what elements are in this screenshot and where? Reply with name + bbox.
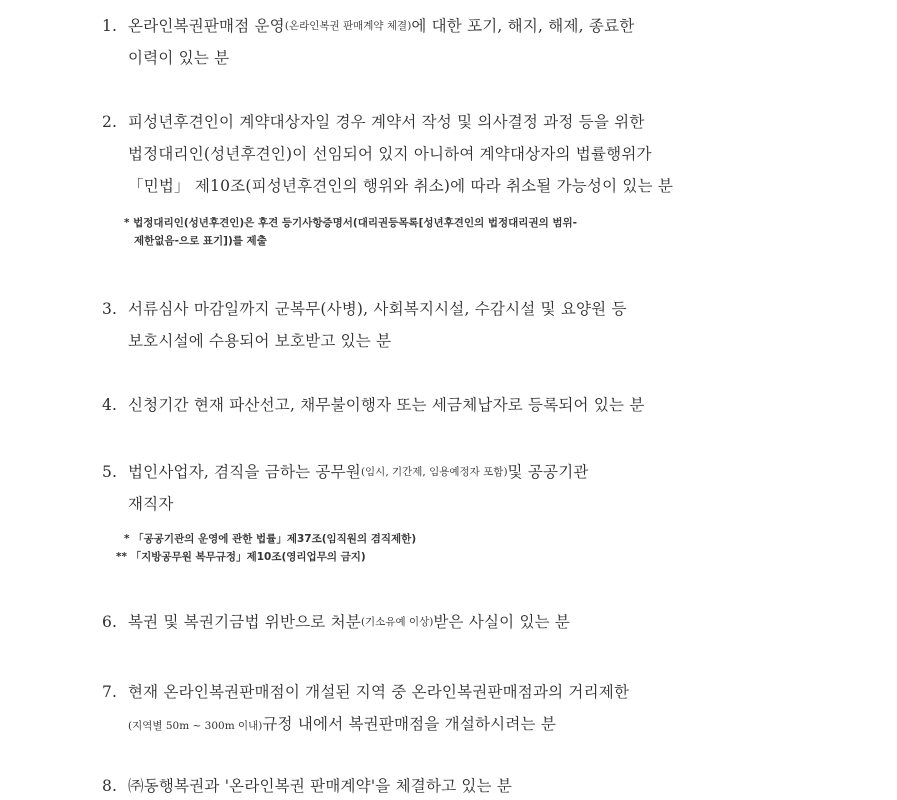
item-text xyxy=(128,676,822,708)
item-number: 1. xyxy=(102,17,118,35)
list-item xyxy=(102,676,822,740)
item-text-segment: 에 대한 포기, 해지, 해제, 종료한 xyxy=(411,17,635,35)
item-line xyxy=(102,42,822,74)
list-item xyxy=(102,389,822,421)
item-number: 8. xyxy=(102,777,118,795)
item-text-segment: 복권 및 복권기금법 위반으로 처분 xyxy=(128,613,361,631)
footnote: * 「공공기관의 운영에 관한 법률」제37조(임직원의 겸직제한) xyxy=(124,533,417,545)
item-line xyxy=(102,325,822,357)
item-text xyxy=(128,389,822,421)
item-text xyxy=(128,456,822,488)
item-number: 7. xyxy=(102,683,118,701)
item-number: 2. xyxy=(102,113,118,131)
item-text-segment: 피성년후견인이 계약대상자일 경우 계약서 작성 및 의사결정 과정 등을 위한 xyxy=(128,113,645,131)
item-line xyxy=(102,770,822,800)
list-item xyxy=(102,606,822,638)
item-text-segment: 규정 내에서 복권판매점을 개설하시려는 분 xyxy=(262,715,556,733)
item-text-segment: 서류심사 마감일까지 군복무(사병), 사회복지시설, 수감시설 및 요양원 등 xyxy=(128,300,627,318)
footnote: 제한없음-으로 표기])를 제출 xyxy=(134,235,267,247)
item-text-segment: 법정대리인(성년후견인)이 선임되어 있지 아니하여 계약대상자의 법률행위가 xyxy=(128,145,652,163)
item-text xyxy=(128,293,822,325)
item-text-segment: 「민법」 제10조(피성년후견인의 행위와 취소)에 따라 취소될 가능성이 있는 분 xyxy=(128,177,674,195)
item-text-segment: 받은 사실이 있는 분 xyxy=(433,613,571,631)
item-text-segment: ㈜동행복권과 '온라인복권 판매계약'을 체결하고 있는 분 xyxy=(128,777,513,795)
footnote: ** 「지방공무원 복무규정」제10조(영리업무의 금지) xyxy=(116,551,366,563)
item-text-small: (기소유예 이상) xyxy=(360,616,434,628)
item-text-small: (지역별 50m ~ 300m 이내) xyxy=(128,720,263,732)
item-line xyxy=(102,170,822,202)
item-line xyxy=(102,389,822,421)
item-text xyxy=(128,106,822,138)
item-number: 5. xyxy=(102,463,118,481)
item-line xyxy=(102,10,822,42)
list-item xyxy=(102,293,822,357)
item-text xyxy=(128,606,822,638)
item-line xyxy=(102,106,822,138)
item-text-segment: 이력이 있는 분 xyxy=(128,49,230,67)
item-line xyxy=(102,138,822,170)
item-text-segment: 온라인복권판매점 운영 xyxy=(128,17,285,35)
item-text-segment: 현재 온라인복권판매점이 개설된 지역 중 온라인복권판매점과의 거리제한 xyxy=(128,683,630,701)
item-text-small: (임시, 기간제, 임용예정자 포함) xyxy=(360,466,508,478)
item-number: 6. xyxy=(102,613,118,631)
item-text-small: (온라인복권 판매계약 체결) xyxy=(284,20,412,32)
item-text xyxy=(128,770,822,800)
item-text xyxy=(128,10,822,42)
item-line xyxy=(102,676,822,708)
list-item xyxy=(102,456,822,566)
item-number: 4. xyxy=(102,396,118,414)
item-line xyxy=(102,456,822,488)
item-text-segment: 보호시설에 수용되어 보호받고 있는 분 xyxy=(128,332,392,350)
item-text-segment: 법인사업자, 겸직을 금하는 공무원 xyxy=(128,463,361,481)
list-item xyxy=(102,10,822,74)
item-line xyxy=(102,293,822,325)
item-line xyxy=(102,708,822,740)
item-text-segment: 신청기간 현재 파산선고, 채무불이행자 또는 세금체납자로 등록되어 있는 분 xyxy=(128,396,645,414)
item-line xyxy=(102,488,822,520)
item-number: 3. xyxy=(102,300,118,318)
list-item xyxy=(102,106,822,250)
item-text-segment: 재직자 xyxy=(128,495,174,513)
item-text-segment: 및 공공기관 xyxy=(507,463,589,481)
footnote: * 법정대리인(성년후견인)은 후견 등기사항증명서(대리권등목록[성년후견인의 법정대리권의 범위- xyxy=(124,217,578,229)
list-item xyxy=(102,770,822,800)
item-line xyxy=(102,606,822,638)
